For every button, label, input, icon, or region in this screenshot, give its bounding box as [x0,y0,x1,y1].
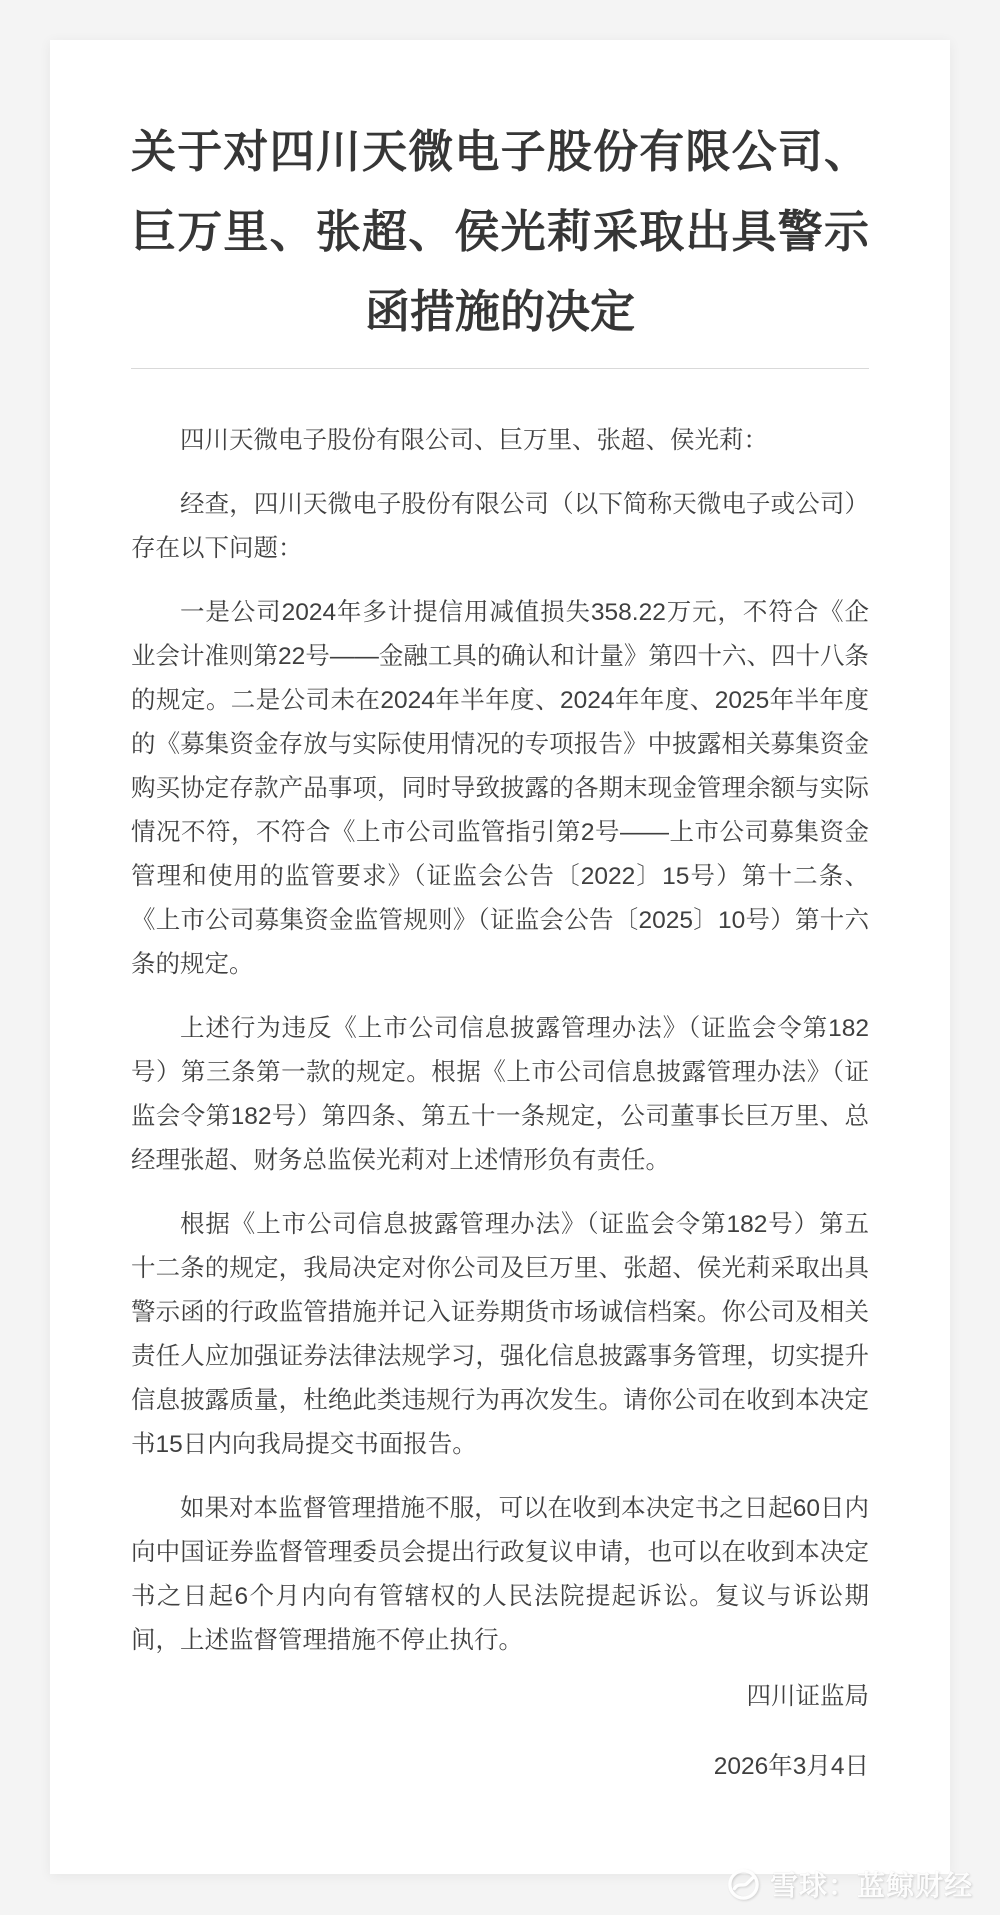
document-title: 关于对四川天微电子股份有限公司、巨万里、张超、侯光莉采取出具警示函措施的决定 [131,126,869,337]
document-body [131,419,869,1789]
date: 2026年3月4日 [713,1753,869,1780]
paragraph-findings-intro: 经查，四川天微电子股份有限公司（以下简称天微电子或公司）存在以下问题： [131,491,869,562]
title-divider [131,368,869,369]
watermark-label: 雪球：蓝鲸财经 [769,1870,973,1901]
paragraph-violations: 一是公司2024年多计提信用减值损失358.22万元，不符合《企业会计准则第22号——金融工具的确认和计量》第四十六、四十八条的规定。二是公司未在2024年半年度、2024年年度、2025年半年度的《募集资金存放与实际使用情况的专项报告》中披露相关募集资金购买协定存款产品事项，同时导致披露的各期末现金管理余额与实际情况不符，不符合《上市公司监管指引第2号——上市公司募集资金管理和使用的监管要求》（证监会公告〔2022〕15号）第十二条、《上市公司募集资金监管规则》（证监会公告〔2025〕10号）第十六条的规定。 [131,599,869,978]
paragraph-responsibility: 上述行为违反《上市公司信息披露管理办法》（证监会令第182号）第三条第一款的规定。根据《上市公司信息披露管理办法》（证监会令第182号）第四条、第五十一条规定，公司董事长巨万里、总经理张超、财务总监侯光莉对上述情形负有责任。 [131,1015,869,1174]
salutation: 四川天微电子股份有限公司、巨万里、张超、侯光莉： [180,427,768,454]
notice-document [50,40,950,1874]
signature: 四川证监局 [746,1683,869,1710]
paragraph-appeal-rights: 如果对本监督管理措施不服，可以在收到本决定书之日起60日内向中国证券监督管理委员会提出行政复议申请，也可以在收到本决定书之日起6个月内向有管辖权的人民法院提起诉讼。复议与诉讼期间，上述监督管理措施不停止执行。 [131,1495,869,1654]
paragraph-decision: 根据《上市公司信息披露管理办法》（证监会令第182号）第五十二条的规定，我局决定对你公司及巨万里、张超、侯光莉采取出具警示函的行政监管措施并记入证券期货市场诚信档案。你公司及相关责任人应加强证券法律法规学习，强化信息披露事务管理，切实提升信息披露质量，杜绝此类违规行为再次发生。请你公司在收到本决定书15日内向我局提交书面报告。 [131,1211,869,1458]
